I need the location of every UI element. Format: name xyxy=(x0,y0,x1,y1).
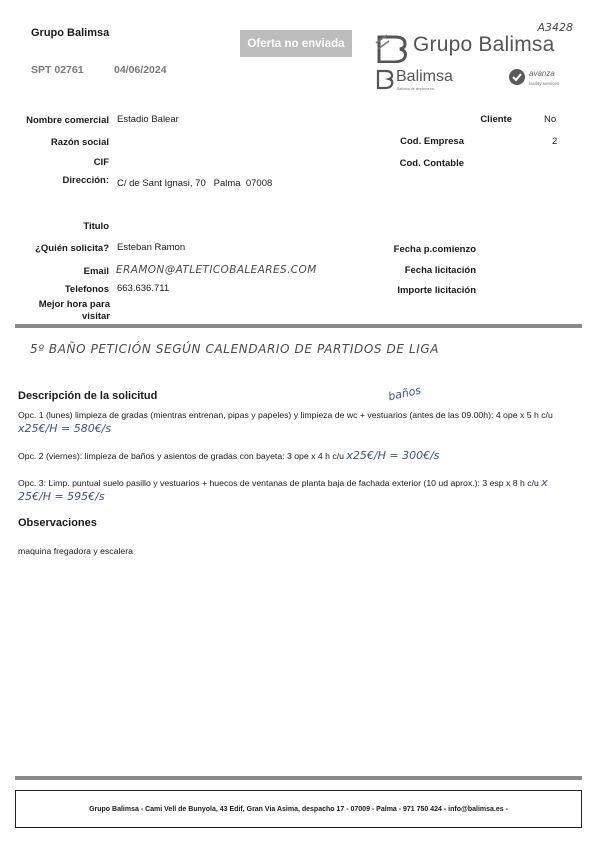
cod-empresa-label: Cod. Empresa xyxy=(400,136,464,147)
handwritten-note: 5º BAÑO PETICIÓN SEGÚN CALENDARIO DE PARTIDOS DE LIGA xyxy=(30,342,440,356)
nombre-comercial-label: Nombre comercial xyxy=(26,115,109,126)
footer-text: Grupo Balimsa - Cami Vell de Bunyola, 43 Edif, Gran Via Asima, despacho 17 - 07009 - Palma - 971 750 424 - info@balimsa.es - xyxy=(89,805,508,813)
section-divider xyxy=(15,324,582,328)
telefonos-value: 663.636.711 xyxy=(117,283,170,294)
titulo-label: Titulo xyxy=(83,221,109,232)
banos-annotation: baños xyxy=(387,383,423,404)
avanza-logo-tagline: facility services xyxy=(529,81,560,86)
direccion-value: C/ de Sant Ignasi, 70 Palma 07008 xyxy=(117,178,273,189)
avanza-logo xyxy=(508,68,578,92)
fecha-licitacion-label: Fecha licitación xyxy=(404,265,476,276)
balimsa-secondary-logo xyxy=(375,68,485,96)
quien-solicita-value: Esteban Ramon xyxy=(117,242,186,253)
quien-solicita-label: ¿Quién solicita? xyxy=(35,243,109,254)
observations-title: Observaciones xyxy=(18,517,97,529)
avanza-logo-text: avanza xyxy=(529,69,555,78)
logo-main-text: Grupo Balimsa xyxy=(413,33,555,56)
company-name: Grupo Balimsa xyxy=(31,27,110,39)
option-1-text: Opc. 1 (lunes) limpieza de gradas (mientras entrenan, pipas y papeles) y limpieza de wc + vestuarios (antes de las 09.00h): 4 ope x 5 h c/u xyxy=(18,410,553,420)
balimsa-logo-icon xyxy=(375,33,411,63)
observations-text: maquina fregadora y escalera xyxy=(18,546,133,556)
logo-secondary-text: Balimsa xyxy=(396,68,453,85)
status-badge: Oferta no enviada xyxy=(240,30,352,57)
footer-divider xyxy=(15,776,582,780)
nombre-comercial-value: Estadio Balear xyxy=(117,114,179,125)
cod-empresa-value: 2 xyxy=(552,136,558,147)
logo-secondary-tagline: Balimsa de limpieza sa xyxy=(397,87,434,91)
cliente-value: No xyxy=(544,114,557,125)
option-2-note: x25€/H = 300€/s xyxy=(346,449,440,462)
balimsa-b-icon xyxy=(375,68,395,90)
cod-contable-label: Cod. Contable xyxy=(399,158,464,169)
option-3 xyxy=(18,476,573,504)
grupo-balimsa-logo xyxy=(375,33,575,63)
option-2-text: Opc. 2 (viernes): limpieza de baños y asientos de gradas con bayeta: 3 ope x 4 h c/u xyxy=(18,451,344,461)
direccion-label: Dirección: xyxy=(62,175,109,186)
email-label: Email xyxy=(83,266,109,277)
razon-social-label: Razón social xyxy=(50,137,109,148)
description-title: Descripción de la solicitud xyxy=(18,390,158,402)
cliente-label: Cliente xyxy=(480,114,512,125)
document-date: 04/06/2024 xyxy=(114,64,167,76)
option-1 xyxy=(18,409,573,436)
option-2 xyxy=(18,449,573,463)
handwritten-reference: A3428 xyxy=(537,21,573,34)
document-code: SPT 02761 xyxy=(31,64,84,76)
importe-licitacion-label: Importe licitación xyxy=(397,285,476,296)
avanza-check-icon xyxy=(508,68,526,86)
fecha-comienzo-label: Fecha p.comienzo xyxy=(393,244,476,255)
cif-label: CIF xyxy=(93,157,109,168)
mejor-hora-label: Mejor hora para visitar xyxy=(38,299,110,322)
email-value: ERAMON@ATLETICOBALEARES.COM xyxy=(116,264,317,276)
option-3-text: Opc. 3: Limp. puntual suelo pasillo y vestuarios + huecos de ventanas de planta baja de fachada exterior (10 ud aprox.): 3 esp x 8 h c/u xyxy=(18,478,539,488)
option-1-note: x25€/H = 580€/s xyxy=(18,422,112,435)
telefonos-label: Telefonos xyxy=(64,284,109,295)
footer xyxy=(15,790,582,828)
option-3-note: x 25€/H = 595€/s xyxy=(18,476,548,503)
